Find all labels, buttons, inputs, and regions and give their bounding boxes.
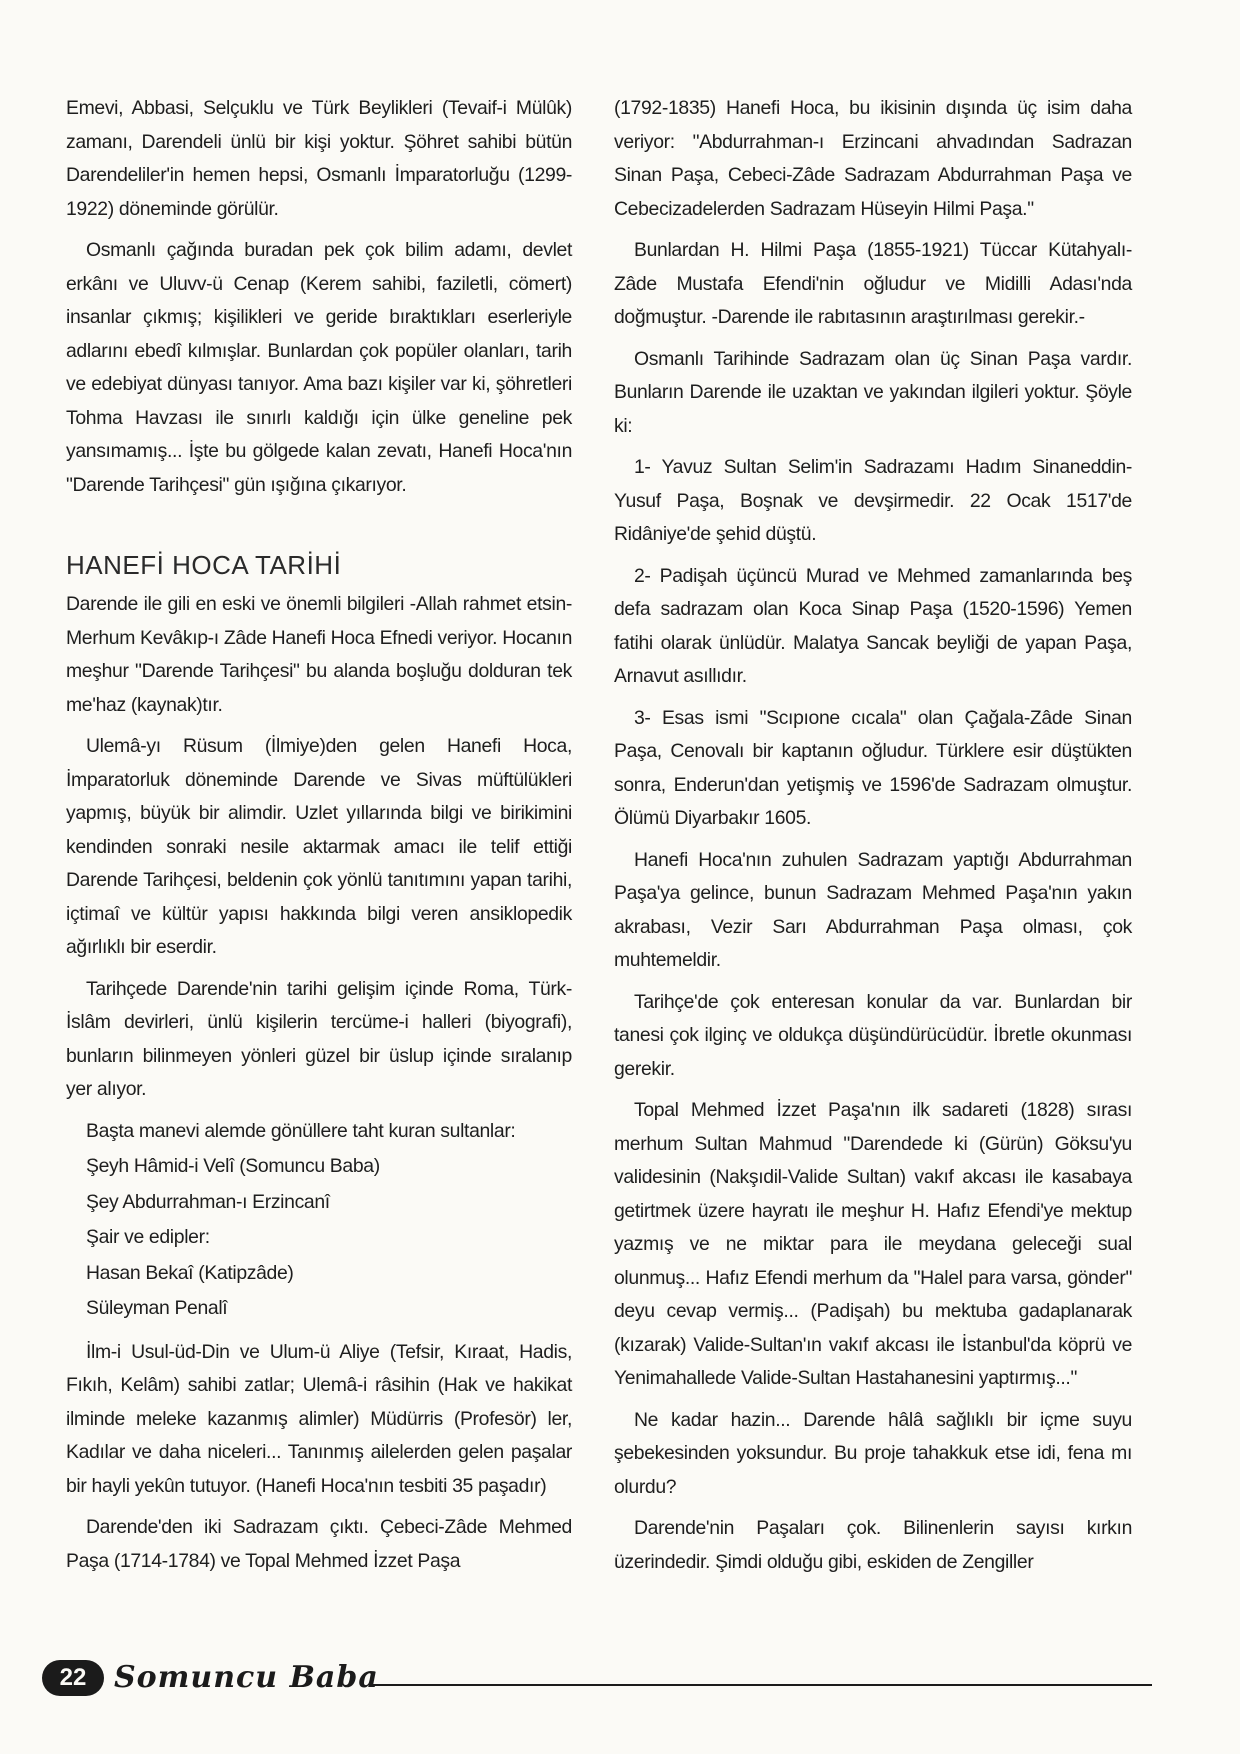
- paragraph: Darende'den iki Sadrazam çıktı. Çebeci-Zâde Mehmed Paşa (1714-1784) ve Topal Mehmed İzzet Paşa: [66, 1516, 572, 1572]
- right-column: [614, 92, 1132, 1587]
- paragraph: Osmanlı çağında buradan pek çok bilim adamı, devlet erkânı ve Uluvv-ü Cenap (Kerem sahibi, faziletli, cömert) insanlar çıkmış; kişilikleri ve geride bıraktıkları eserleriyle adlarını ebedî kılmışlar. Bunlardan çok popüler olanları, tarih ve edebiyat dünyası tanıyor. Ama bazı kişiler var ki, şöhretleri Tohma Havzası ile sınırlı kaldığı için ülke geneline pek yansımamış... İşte bu gölgede kalan zevatı, Hanefi Hoca'nın "Darende Tarihçesi" gün ışığına çıkarıyor.: [66, 239, 572, 496]
- page-footer: [42, 1660, 1152, 1700]
- paragraph: Osmanlı Tarihinde Sadrazam olan üç Sinan Paşa vardır. Bunların Darende ile uzaktan ve yakından ilgileri yoktur. Şöyle ki:: [614, 347, 1132, 437]
- list-item: Şey Abdurrahman-ı Erzincanî: [86, 1190, 330, 1213]
- paragraph: Tarihçede Darende'nin tarihi gelişim içinde Roma, Türk-İslâm devirleri, ünlü kişilerin tercüme-i halleri (biyografi), bunların bilinmeyen yönleri güzel bir üslup içinde sıralanıp yer alıyor.: [66, 977, 572, 1100]
- paragraph: Emevi, Abbasi, Selçuklu ve Türk Beylikleri (Tevaif-i Mülûk) zamanı, Darendeli ünlü bir kişi yoktur. Şöhret sahibi bütün Darendeliler'in hemen hepsi, Osmanlı İmparatorluğu (1299-1922) döneminde görülür.: [66, 97, 572, 220]
- paragraph: Tarihçe'de çok enteresan konular da var. Bunlardan bir tanesi çok ilginç ve oldukça düşündürücüdür. İbretle okunması gerekir.: [614, 990, 1132, 1080]
- paragraph: Darende ile gili en eski ve önemli bilgileri -Allah rahmet etsin- Merhum Kevâkıp-ı Zâde Hanefi Hoca Efnedi veriyor. Hocanın meşhur "Darende Tarihçesi" bu alanda boşluğu dolduran tek me'haz (kaynak)tır.: [66, 593, 573, 716]
- page-number: 22: [42, 1660, 104, 1696]
- paragraph: Ulemâ-yı Rüsum (İlmiye)den gelen Hanefi Hoca, İmparatorluk döneminde Darende ve Sivas müftülükleri yapmış, büyük bir alimdir. Uzlet yıllarında bilgi ve birikimini kendinden sonraki nesile aktarmak amacı ile telif ettiği Darende Tarihçesi, beldenin çok yönlü tanıtımını yapan tarihi, içtimaî ve kültür yapısı hakkında bilgi veren ansiklopedik ağırlıklı bir eserdir.: [66, 735, 572, 958]
- paragraph: (1792-1835) Hanefi Hoca, bu ikisinin dışında üç isim daha veriyor: "Abdurrahman-ı Erzincani ahvadından Sadrazan Sinan Paşa, Cebeci-Zâde Sadrazam Abdurrahman Paşa ve Cebecizadelerden Sadrazam Hüseyin Hilmi Paşa.": [614, 97, 1132, 220]
- paragraph: Hanefi Hoca'nın zuhulen Sadrazam yaptığı Abdurrahman Paşa'ya gelince, bunun Sadrazam Mehmed Paşa'nın yakın akrabası, Vezir Sarı Abdurrahman Paşa olması, çok muhtemeldir.: [614, 848, 1132, 971]
- list-item: Süleyman Penalî: [86, 1297, 228, 1319]
- list-item: Hasan Bekaî (Katipzâde): [86, 1261, 294, 1284]
- list-item: Başta manevi alemde gönüllere taht kuran sultanlar:: [86, 1119, 516, 1142]
- paragraph: Darende'nin Paşaları çok. Bilinenlerin sayısı kırkın üzerindedir. Şimdi olduğu gibi, eskiden de Zengiller: [614, 1517, 1132, 1573]
- list-item: Şeyh Hâmid-i Velî (Somuncu Baba): [86, 1155, 380, 1177]
- paragraph: Topal Mehmed İzzet Paşa'nın ilk sadareti (1828) sırası merhum Sultan Mahmud "Darendede ki (Gürün) Göksu'yu validesinin (Nakşıdil-Valide Sultan) vakıf akcası ile kasabaya getirtmek üzere hayratı ile meşhur H. Hafız Efendi'ye mektup yazmış ve ne miktar para ile meydana geleceği sual olunmuş... Hafız Efendi merhum da "Halel para varsa, gönder" deyu cevap vermiş... (Padişah) bu mektuba gadaplanarak (kızarak) Valide-Sultan'ın vakıf akcası ile İstanbul'da köprü ve Yenimahallede Valide-Sultan Hastahanesini yaptırmış...": [614, 1099, 1132, 1389]
- paragraph: Ne kadar hazin... Darende hâlâ sağlıklı bir içme suyu şebekesinden yoksundur. Bu proje tahakkuk etse idi, fena mı olurdu?: [614, 1408, 1132, 1498]
- section-heading: HANEFİ HOCA TARİHİ: [66, 550, 342, 580]
- paragraph: Bunlardan H. Hilmi Paşa (1855-1921) Tüccar Kütahyalı-Zâde Mustafa Efendi'nin oğludur ve Midilli Adası'nda doğmuştur. -Darende ile rabıtasının araştırılması gerekir.-: [614, 239, 1132, 328]
- footer-rule: [372, 1684, 1152, 1686]
- paragraph: 1- Yavuz Sultan Selim'in Sadrazamı Hadım Sinaneddin-Yusuf Paşa, Boşnak ve devşirmedir. 22 Ocak 1517'de Ridâniye'de şehid düştü.: [614, 456, 1132, 545]
- left-column: [66, 92, 572, 1586]
- paragraph: İlm-i Usul-üd-Din ve Ulum-ü Aliye (Tefsir, Kıraat, Hadis, Fıkıh, Kelâm) sahibi zatlar; Ulemâ-i râsihin (Hak ve hakikat ilminde meleke kazanmış alimler) Müdürris (Profesör) ler, Kadılar ve daha niceleri... Tanınmış ailelerden gelen paşalar bir hayli yekûn tutuyor. (Hanefi Hoca'nın tesbiti 35 paşadır): [66, 1340, 572, 1497]
- paragraph: 3- Esas ismi "Scıpıone cıcala" olan Çağala-Zâde Sinan Paşa, Cenovalı bir kaptanın oğludur. Türklere esir düştükten sonra, Enderun'dan yetişmiş ve 1596'de Sadrazam olmuştur. Ölümü Diyarbakır 1605.: [614, 706, 1132, 829]
- paragraph: 2- Padişah üçüncü Murad ve Mehmed zamanlarında beş defa sadrazam olan Koca Sinap Paşa (1520-1596) Yemen fatihi olarak ünlüdür. Malatya Sancak beyliği de yapan Paşa, Arnavut asıllıdır.: [614, 564, 1132, 687]
- magazine-title: Somuncu Baba: [114, 1660, 379, 1695]
- list-item: Şair ve edipler:: [86, 1226, 210, 1248]
